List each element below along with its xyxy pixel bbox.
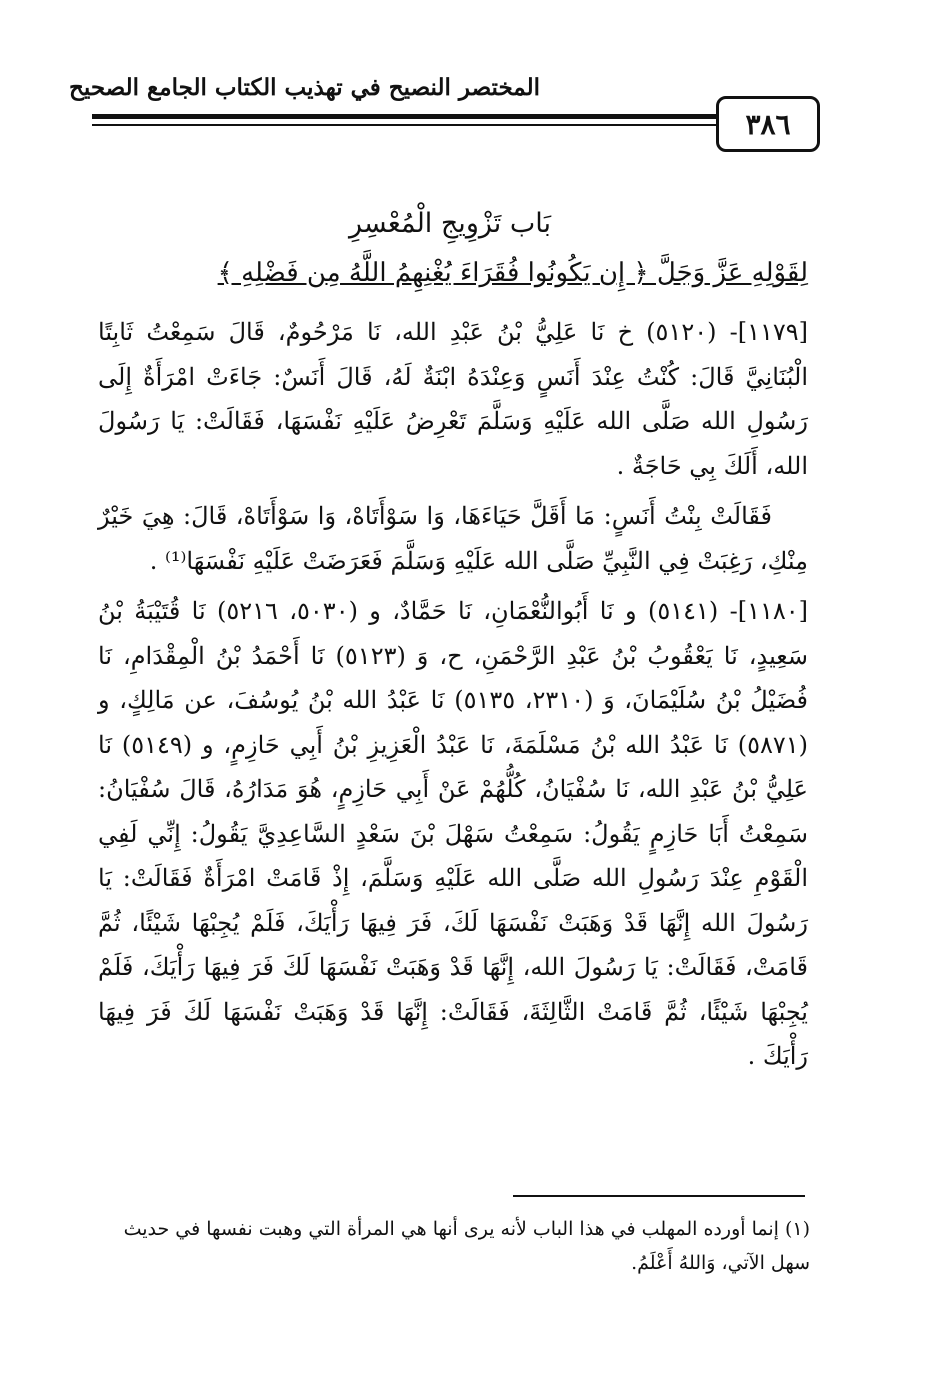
running-header-title: المختصر النصيح في تهذيب الكتاب الجامع الصحيح [69, 74, 540, 101]
hadith-paragraph: فَقَالَتْ بِنْتُ أَنَسٍ: مَا أَقَلَّ حَيَاءَهَا، وَا سَوْأَتَاهْ، وَا سَوْأَتَاهْ، قَالَ: هِيَ خَيْرٌ مِنْكِ، رَغِبَتْ فِي النَّبِيِّ صَلَّى الله عَلَيْهِ وَسَلَّمَ فَعَرَضَتْ عَلَيْهِ نَفْسَهَا⁽¹⁾ . [98, 502, 808, 575]
page-number-frame [716, 96, 820, 152]
footnote-separator [513, 1195, 805, 1197]
body-text [98, 310, 808, 1085]
footnote: (١) إنما أورده المهلب في هذا الباب لأنه يرى أنها هي المرأة التي وهبت نفسها في حديث سهل الآتي، وَاللهُ أَعْلَمُ. [123, 1218, 810, 1274]
hadith-paragraph: [١١٨٠]- (٥١٤١) و نَا أَبُوالنُّعْمَانِ، نَا حَمَّادٌ، و (٥٠٣٠، ٥٢١٦) نَا قُتَيْبَةُ بْنُ سَعِيدٍ، نَا يَعْقُوبُ بْنُ عَبْدِ الرَّحْمَنِ، ح، وَ (٥١٢٣) نَا أَحْمَدُ بْنُ الْمِقْدَامِ، نَا فُضَيْلُ بْنُ سُلَيْمَانَ، وَ (٢٣١٠، ٥١٣٥) نَا عَبْدُ الله بْنُ يُوسُفَ، عن مَالِكٍ، و (٥٨٧١) نَا عَبْدُ الله بْنُ مَسْلَمَةَ، نَا عَبْدُ الْعَزِيزِ بْنُ أَبِي حَازِمٍ، و (٥١٤٩) نَا عَلِيُّ بْنُ عَبْدِ الله، نَا سُفْيَانُ، كُلُّهُمْ عَنْ أَبِي حَازِمٍ، هُوَ مَدَارُهُ، قَالَ سُفْيَانُ: سَمِعْتُ أَبَا حَازِمٍ يَقُولُ: سَمِعْتُ سَهْلَ بْنَ سَعْدٍ السَّاعِدِيَّ يَقُولُ: إِنِّي لَفِي الْقَوْمِ عِنْدَ رَسُولِ الله صَلَّى الله عَلَيْهِ وَسَلَّمَ، إِذْ قَامَتْ امْرَأَةٌ فَقَالَتْ: يَا رَسُولَ الله إِنَّهَا قَدْ وَهَبَتْ نَفْسَهَا لَكَ، فَرَ فِيهَا رَأْيَكَ، فَلَمْ يُجِبْهَا شَيْئًا، ثُمَّ قَامَتْ، فَقَالَتْ: يَا رَسُولَ الله، إِنَّهَا قَدْ وَهَبَتْ نَفْسَهَا لَكَ فَرَ فِيهَا رَأْيَكَ، فَلَمْ يُجِبْهَا شَيْئًا، ثُمَّ قَامَتْ الثَّالِثَةَ، فَقَالَتْ: إِنَّهَا قَدْ وَهَبَتْ نَفْسَهَا لَكَ فَرَ فِيهَا رَأْيَكَ . [98, 597, 809, 1070]
page-number: ٣٨٦ [745, 107, 791, 141]
hadith-paragraph: [١١٧٩]- (٥١٢٠) خ نَا عَلِيُّ بْنُ عَبْدِ الله، نَا مَرْحُومٌ، قَالَ سَمِعْتُ ثَابِتًا الْبُنَانِيَّ قَالَ: كُنْتُ عِنْدَ أَنَسٍ وَعِنْدَهُ ابْنَةٌ لَهُ، قَالَ أَنَسٌ: جَاءَتْ امْرَأَةٌ إِلَى رَسُولِ الله صَلَّى الله عَلَيْهِ وَسَلَّمَ تَعْرِضُ عَلَيْهِ نَفْسَهَا، فَقَالَتْ: يَا رَسُولَ الله، أَلَكَ بِي حَاجَةٌ . [98, 318, 808, 480]
header-rule-thick [92, 114, 718, 119]
chapter-title: بَاب تَزْوِيجِ الْمُعْسِرِ [348, 208, 552, 239]
header-rule-thin [92, 124, 718, 126]
quran-verse-line: لِقَوْلِهِ عَزَّ وَجَلَّ ﴿ إِن يَكُونُوا فُقَرَاءَ يُغْنِهِمُ اللَّهُ مِن فَضْلِهِ ﴾ [217, 258, 808, 288]
